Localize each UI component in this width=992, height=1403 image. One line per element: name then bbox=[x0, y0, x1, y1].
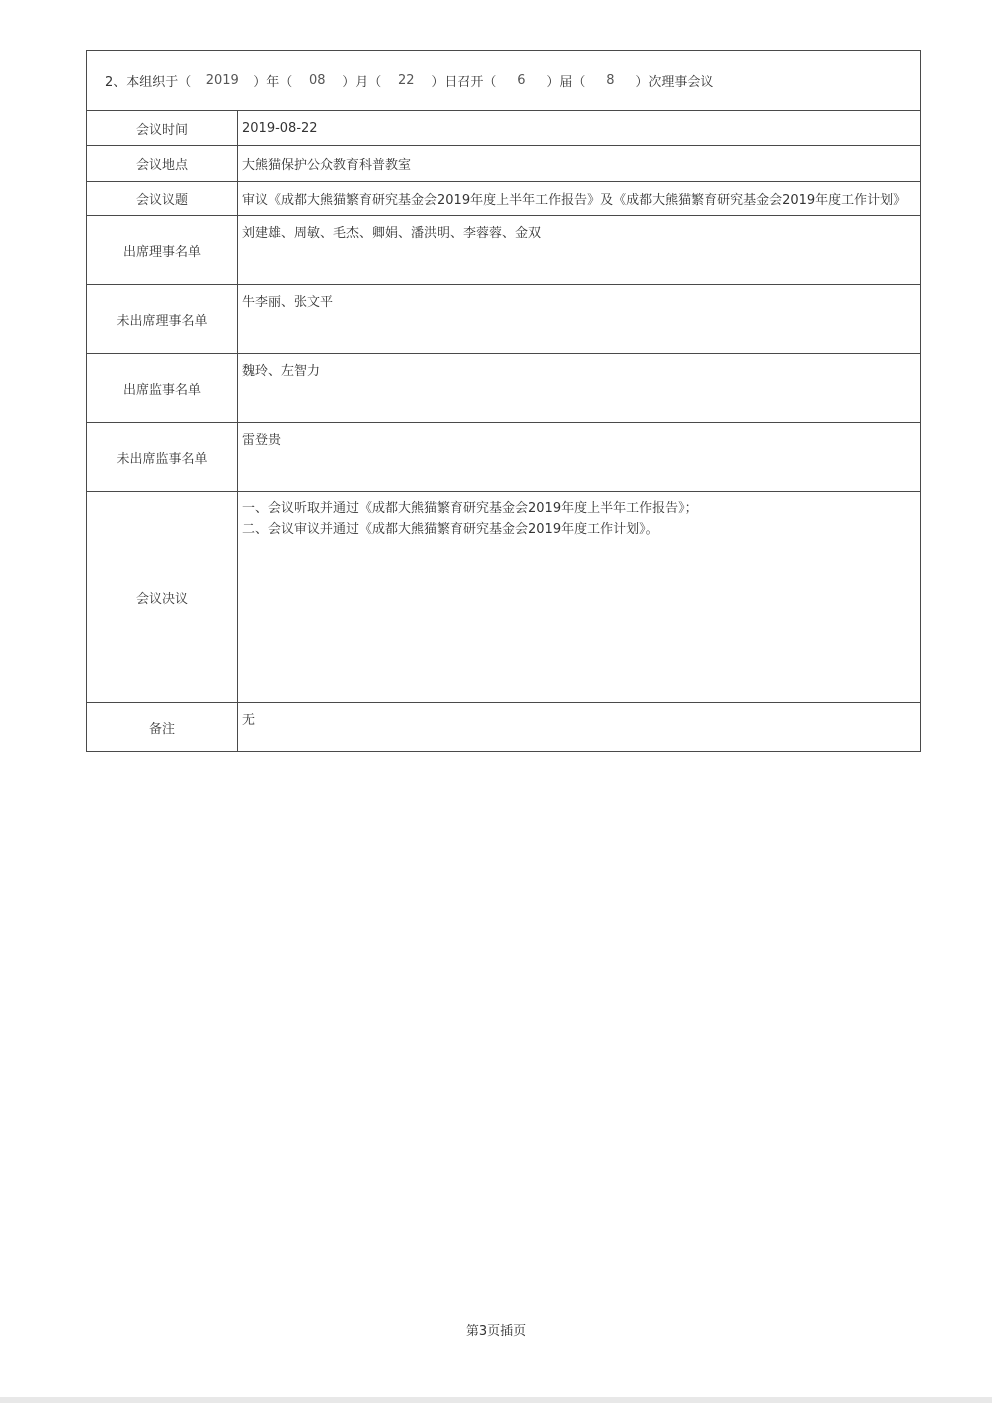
label-directors-absent: 未出席理事名单 bbox=[87, 285, 238, 353]
value-directors-absent: 牛李丽、张文平 bbox=[242, 295, 334, 310]
header-prefix: 2、本组织于（ bbox=[105, 75, 192, 90]
label-supervisors-present: 出席监事名单 bbox=[87, 354, 238, 422]
value-meeting-time: 2019-08-22 bbox=[242, 120, 318, 136]
resolution-line-1: 一、会议听取并通过《成都大熊猫繁育研究基金会2019年度上半年工作报告》； bbox=[242, 501, 698, 516]
value-resolution bbox=[238, 492, 920, 702]
header-day: 22 bbox=[398, 73, 415, 88]
value-meeting-place: 大熊猫保护公众教育科普教室 bbox=[242, 158, 412, 173]
header-year: 2019 bbox=[205, 73, 239, 88]
label-meeting-topic: 会议议题 bbox=[87, 182, 238, 215]
row-directors-absent bbox=[87, 285, 920, 354]
value-remark: 无 bbox=[242, 713, 256, 728]
scan-edge-divider bbox=[0, 1397, 992, 1403]
label-remark: 备注 bbox=[87, 703, 238, 751]
header-meeting-suffix: ）次理事会议 bbox=[635, 75, 714, 90]
row-meeting-place bbox=[87, 146, 920, 182]
header-meeting-no: 8 bbox=[606, 73, 615, 88]
row-remark bbox=[87, 703, 920, 751]
header-year-suffix: ）年（ bbox=[253, 75, 293, 90]
row-meeting-time bbox=[87, 111, 920, 146]
label-supervisors-absent: 未出席监事名单 bbox=[87, 423, 238, 491]
label-directors-present: 出席理事名单 bbox=[87, 216, 238, 284]
header-day-suffix: ）日召开（ bbox=[431, 75, 497, 90]
header-session: 6 bbox=[517, 73, 526, 88]
row-resolution bbox=[87, 492, 920, 703]
value-supervisors-absent: 雷登贵 bbox=[242, 433, 282, 448]
page-number-label: 第3页插页 bbox=[465, 1324, 527, 1339]
value-meeting-topic: 审议《成都大熊猫繁育研究基金会2019年度上半年工作报告》及《成都大熊猫繁育研究基金会2019年度工作计划》 bbox=[242, 193, 907, 208]
row-supervisors-present bbox=[87, 354, 920, 423]
row-supervisors-absent bbox=[87, 423, 920, 492]
value-supervisors-present: 魏玲、左智力 bbox=[242, 364, 321, 379]
value-directors-present: 刘建雄、周敏、毛杰、卿娟、潘洪明、李蓉蓉、金双 bbox=[242, 226, 542, 241]
label-resolution: 会议决议 bbox=[87, 492, 238, 702]
resolution-line-2: 二、会议审议并通过《成都大熊猫繁育研究基金会2019年度工作计划》。 bbox=[242, 522, 659, 537]
header-session-suffix: ）届（ bbox=[546, 75, 586, 90]
label-meeting-place: 会议地点 bbox=[87, 146, 238, 181]
meeting-record-table bbox=[86, 50, 921, 752]
row-meeting-topic bbox=[87, 182, 920, 216]
header-month: 08 bbox=[309, 73, 326, 88]
meeting-header-line bbox=[87, 51, 920, 111]
label-meeting-time: 会议时间 bbox=[87, 111, 238, 145]
header-month-suffix: ）月（ bbox=[342, 75, 382, 90]
row-directors-present bbox=[87, 216, 920, 285]
